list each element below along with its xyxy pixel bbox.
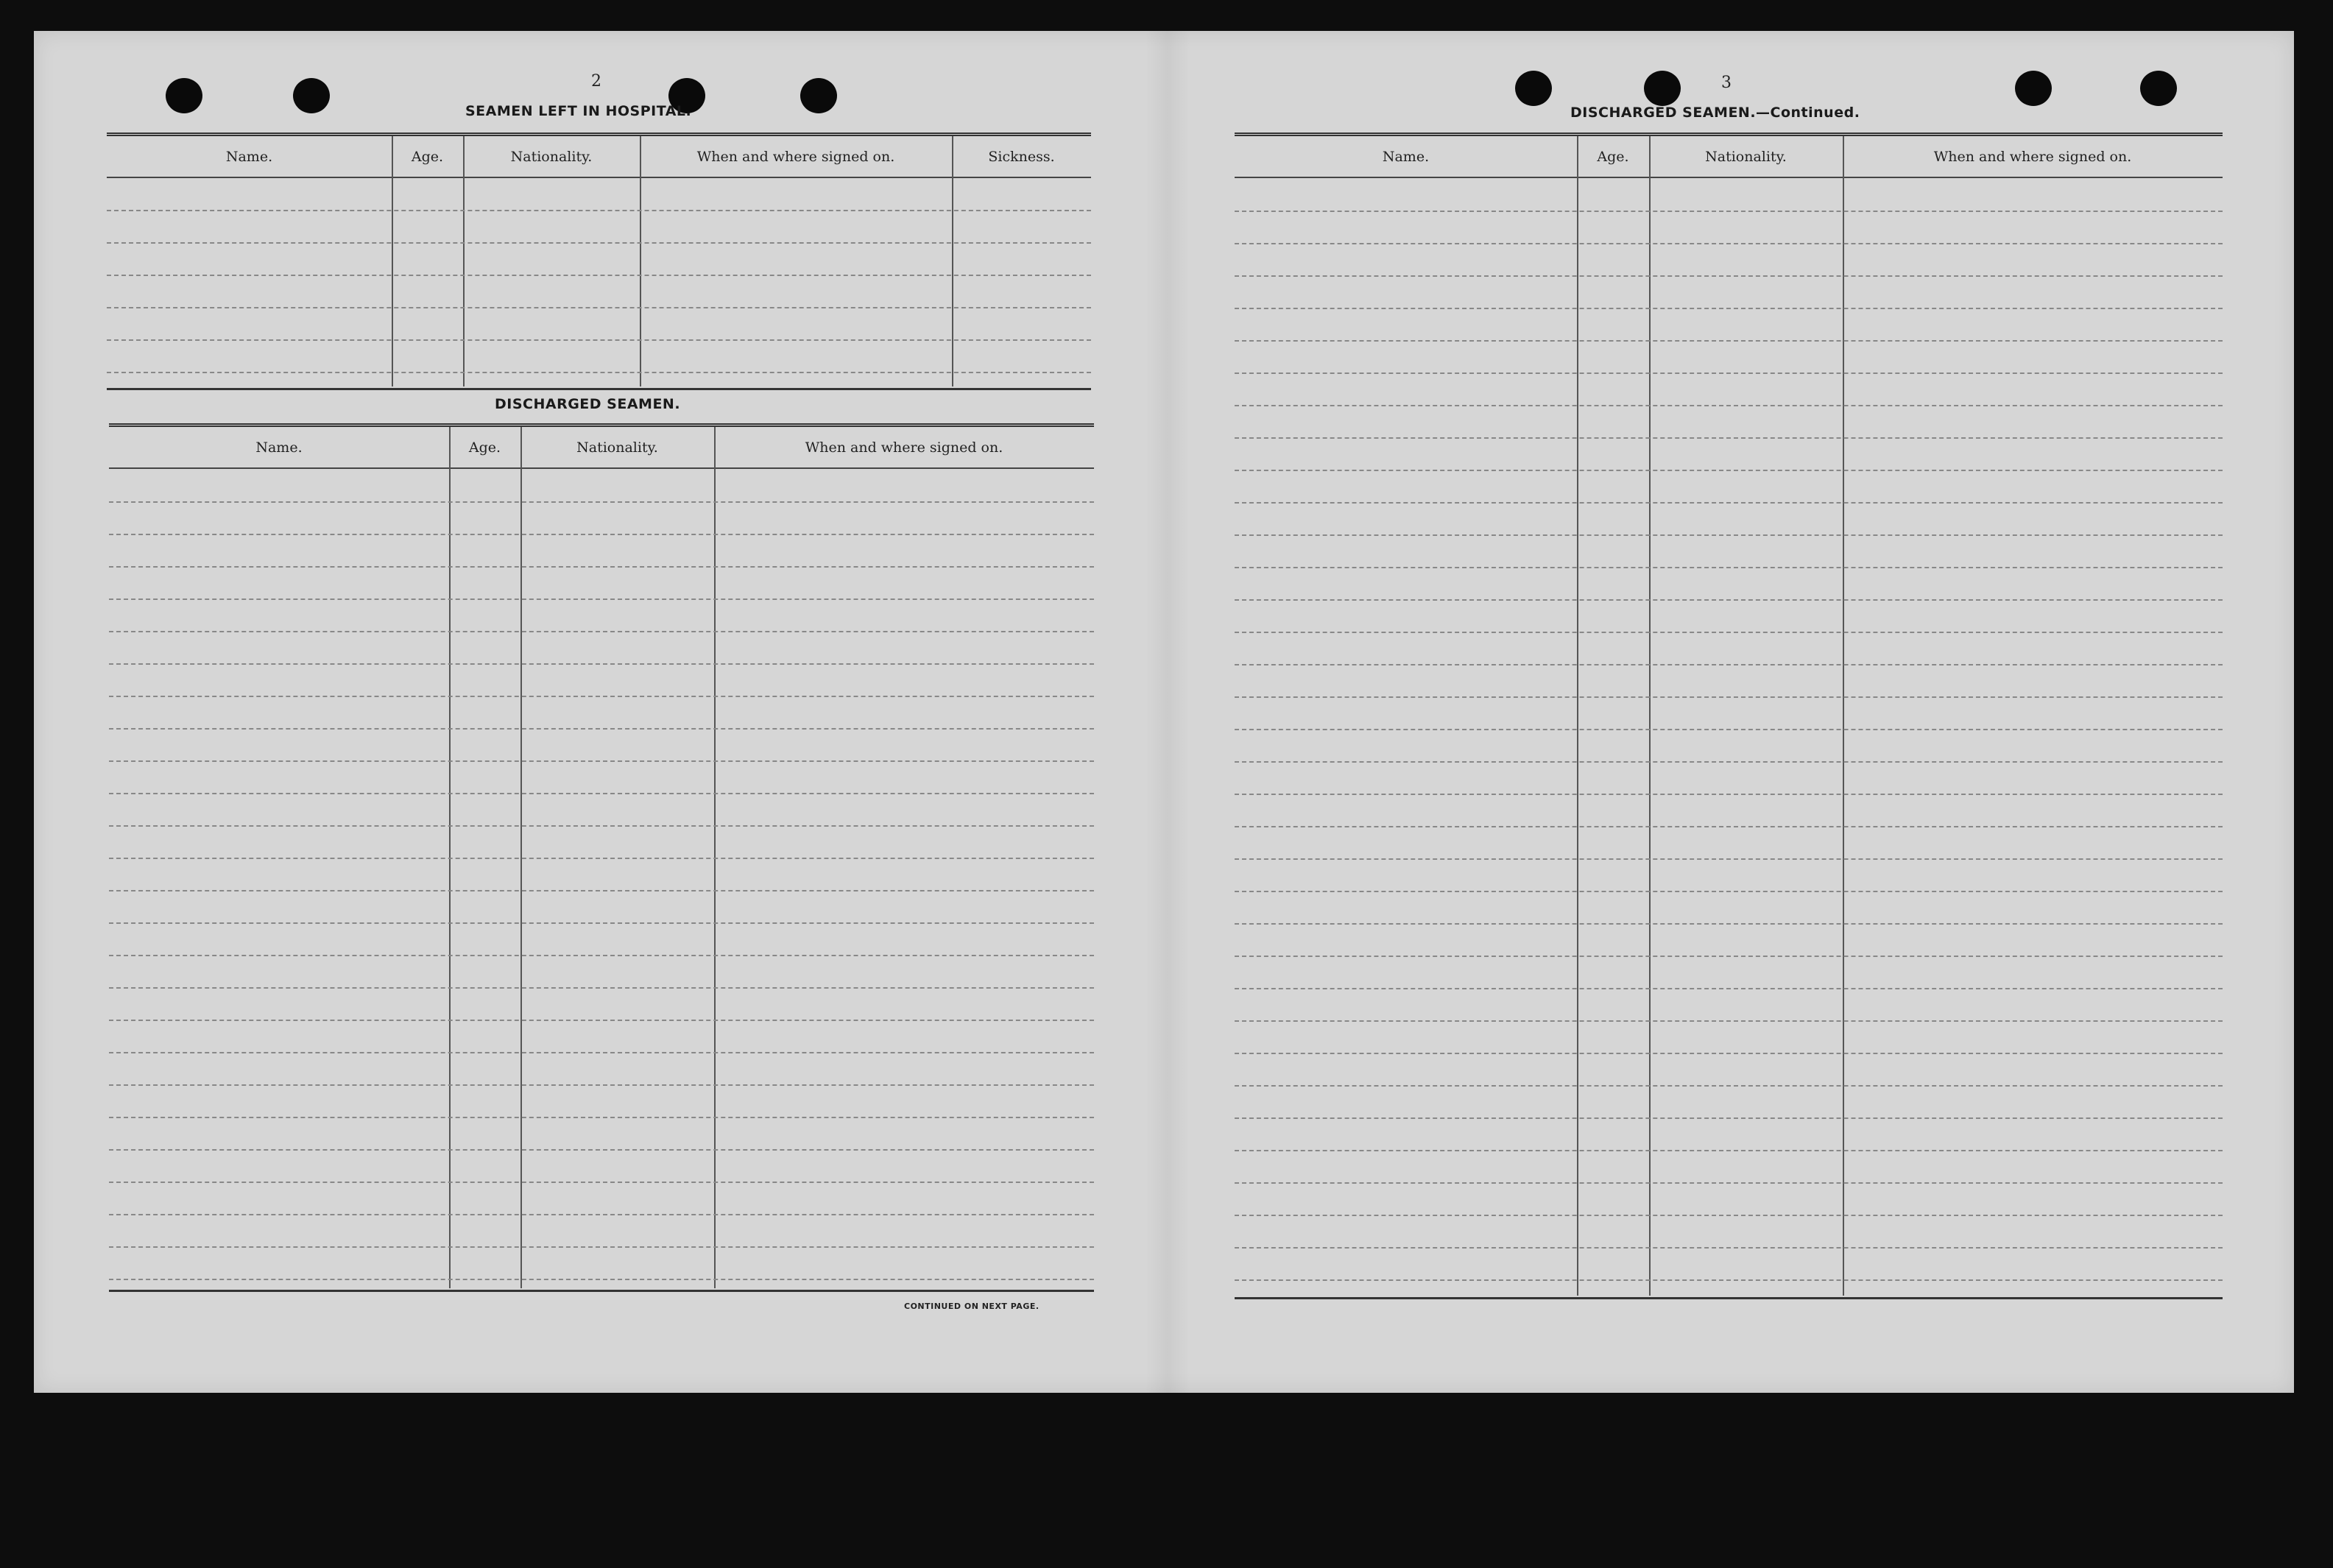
table-row bbox=[109, 1149, 1094, 1151]
table-row bbox=[1235, 372, 2223, 374]
table-row bbox=[1235, 1150, 2223, 1151]
table-row bbox=[107, 275, 1091, 276]
table-row bbox=[109, 728, 1094, 730]
table-row bbox=[1235, 1279, 2223, 1281]
table-row bbox=[109, 1117, 1094, 1118]
table-row bbox=[109, 1246, 1094, 1248]
table-row bbox=[109, 1279, 1094, 1280]
table-row bbox=[109, 631, 1094, 632]
table-row bbox=[109, 1182, 1094, 1183]
table-row bbox=[109, 922, 1094, 924]
table-bottom-rule bbox=[107, 388, 1091, 390]
col-header-nationality: Nationality. bbox=[576, 439, 658, 456]
table-row bbox=[1235, 761, 2223, 763]
table-row bbox=[1235, 502, 2223, 504]
table-row bbox=[109, 566, 1094, 568]
col-header-nationality: Nationality. bbox=[510, 148, 593, 165]
table-row bbox=[109, 1214, 1094, 1215]
table-row bbox=[1235, 534, 2223, 536]
table-row bbox=[1235, 1117, 2223, 1119]
table-row bbox=[1235, 1182, 2223, 1184]
punch-hole bbox=[2140, 71, 2177, 106]
punch-hole bbox=[2015, 71, 2052, 106]
discharged-table-right bbox=[1235, 133, 2223, 1299]
table-row bbox=[109, 825, 1094, 827]
page-number-left: 2 bbox=[591, 72, 601, 91]
table-row bbox=[109, 890, 1094, 891]
discharged-continued-title: DISCHARGED SEAMEN.—Continued. bbox=[1570, 105, 1860, 121]
column-rule bbox=[952, 136, 953, 386]
discharged-continued-header bbox=[1235, 133, 2223, 178]
col-header-age: Age. bbox=[468, 439, 501, 456]
table-bottom-rule bbox=[109, 1290, 1094, 1292]
column-rule bbox=[463, 136, 465, 386]
table-row bbox=[107, 210, 1091, 211]
discharged-table-left bbox=[109, 423, 1094, 1292]
table-row bbox=[109, 793, 1094, 794]
table-row bbox=[1235, 1020, 2223, 1022]
table-row bbox=[1235, 211, 2223, 212]
col-header-age: Age. bbox=[411, 148, 444, 165]
table-row bbox=[109, 598, 1094, 600]
column-rule bbox=[640, 136, 641, 386]
table-row bbox=[1235, 826, 2223, 827]
hospital-table-header bbox=[107, 133, 1091, 178]
table-row bbox=[1235, 729, 2223, 730]
table-row bbox=[1235, 437, 2223, 439]
col-header-age: Age. bbox=[1597, 148, 1629, 165]
table-row bbox=[1235, 794, 2223, 795]
table-row bbox=[1235, 696, 2223, 698]
punch-hole bbox=[800, 78, 837, 113]
table-row bbox=[107, 372, 1091, 373]
table-row bbox=[1235, 1247, 2223, 1249]
table-row bbox=[107, 242, 1091, 244]
column-rule bbox=[1649, 136, 1651, 1296]
table-row bbox=[109, 1084, 1094, 1086]
column-rule bbox=[392, 136, 393, 386]
table-row bbox=[109, 1020, 1094, 1021]
table-bottom-rule bbox=[1235, 1297, 2223, 1299]
column-rule bbox=[1577, 136, 1578, 1296]
table-row bbox=[1235, 1053, 2223, 1054]
col-header-nationality: Nationality. bbox=[1705, 148, 1787, 165]
table-row bbox=[1235, 632, 2223, 633]
col-header-name: Name. bbox=[1382, 148, 1430, 165]
table-row bbox=[109, 696, 1094, 697]
table-row bbox=[1235, 664, 2223, 665]
table-row bbox=[1235, 599, 2223, 601]
punch-hole bbox=[1644, 71, 1681, 106]
page-number-right: 3 bbox=[1721, 74, 1732, 92]
hospital-section-title: SEAMEN LEFT IN HOSPITAL. bbox=[465, 103, 692, 119]
table-row bbox=[1235, 470, 2223, 471]
col-header-name: Name. bbox=[225, 148, 273, 165]
table-row bbox=[109, 1052, 1094, 1053]
punch-hole bbox=[166, 78, 202, 113]
table-row bbox=[109, 663, 1094, 665]
table-row bbox=[107, 339, 1091, 341]
hospital-table bbox=[107, 133, 1091, 392]
table-row bbox=[109, 858, 1094, 859]
table-row bbox=[1235, 243, 2223, 244]
col-header-signed-on: When and where signed on. bbox=[1933, 148, 2132, 165]
table-row bbox=[1235, 405, 2223, 406]
table-row bbox=[1235, 988, 2223, 989]
table-row bbox=[1235, 858, 2223, 860]
table-row bbox=[1235, 567, 2223, 568]
punch-hole bbox=[293, 78, 330, 113]
table-row bbox=[1235, 1215, 2223, 1216]
continued-note: CONTINUED ON NEXT PAGE. bbox=[904, 1302, 1040, 1311]
table-row bbox=[1235, 340, 2223, 342]
col-header-signed-on: When and where signed on. bbox=[805, 439, 1003, 456]
table-row bbox=[1235, 891, 2223, 892]
discharged-section-title: DISCHARGED SEAMEN. bbox=[495, 396, 681, 412]
col-header-name: Name. bbox=[255, 439, 303, 456]
table-row bbox=[1235, 956, 2223, 957]
table-row bbox=[1235, 275, 2223, 277]
page-gutter bbox=[1146, 31, 1190, 1393]
table-row bbox=[109, 987, 1094, 989]
table-row bbox=[109, 501, 1094, 503]
column-rule bbox=[1843, 136, 1844, 1296]
col-header-signed-on: When and where signed on. bbox=[696, 148, 895, 165]
table-row bbox=[1235, 1085, 2223, 1087]
punch-hole bbox=[1515, 71, 1552, 106]
col-header-sickness: Sickness. bbox=[988, 148, 1055, 165]
table-row bbox=[1235, 923, 2223, 925]
table-row bbox=[109, 534, 1094, 535]
table-row bbox=[109, 955, 1094, 956]
table-row bbox=[107, 307, 1091, 308]
table-row bbox=[1235, 308, 2223, 309]
table-row bbox=[109, 760, 1094, 762]
discharged-table-header bbox=[109, 423, 1094, 469]
